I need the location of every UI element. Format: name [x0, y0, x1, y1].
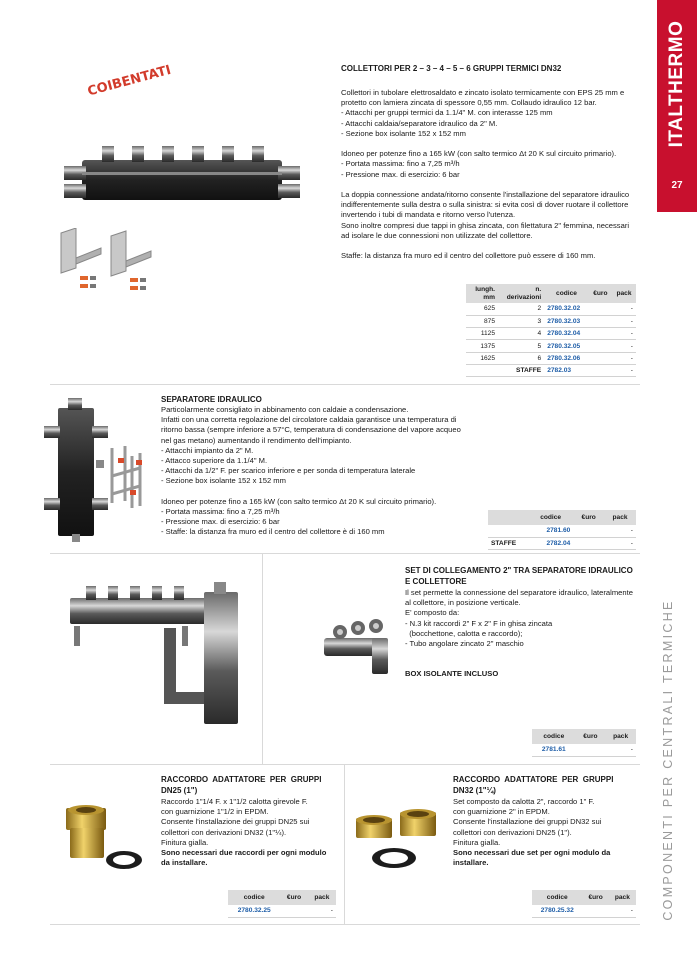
table-row: 875 3 2780.32.03 -: [466, 315, 636, 327]
col-header: €uro: [573, 510, 604, 525]
divider: [50, 764, 640, 765]
table-row: 1125 4 2780.32.04 -: [466, 328, 636, 340]
col-header: codice: [228, 890, 280, 905]
bracket-image: [56, 228, 156, 298]
raccordo-dn32-note: Sono necessari due set per ogni modulo da installare.: [453, 848, 611, 868]
set-title: SET DI COLLEGAMENTO 2" TRA SEPARATORE IDRAULICO E COLLETTORE: [405, 566, 633, 586]
table-row: 625 2 2780.32.02 -: [466, 303, 636, 315]
set-note: BOX ISOLANTE INCLUSO: [405, 669, 499, 678]
table-row: 2781.60 -: [488, 525, 636, 537]
separator-image: [40, 398, 150, 546]
divider: [50, 924, 640, 925]
assembly-image: [64, 578, 250, 738]
section-title: COMPONENTI PER CENTRALI TERMICHE: [661, 599, 675, 921]
table-row: STAFFE 2782.04 -: [488, 537, 636, 549]
adapter-dn25-image: [58, 802, 148, 874]
col-header: €uro: [280, 890, 307, 905]
divider: [50, 384, 640, 385]
table-row: 2780.25.32 -: [532, 905, 636, 917]
col-header: pack: [308, 890, 336, 905]
col-header: pack: [605, 729, 636, 744]
col-header: €uro: [583, 890, 609, 905]
col-header: codice: [544, 284, 589, 303]
raccordo-dn25-title: RACCORDO ADATTATORE PER GRUPPI DN25 (1"): [161, 775, 322, 795]
collettori-price-table: [466, 284, 636, 377]
separatore-title: SEPARATORE IDRAULICO: [161, 395, 262, 404]
col-header: n. derivazioni: [498, 284, 544, 303]
raccordo-dn25-description: Raccordo 1"1/4 F. x 1"1/2 calotta girevole F. con guarnizione 1"1/2 in EPDM. Consente l'installazione dei gruppi DN25 sui collettori con derivazioni DN32 (1"¼). Finitura gialla.: [161, 797, 310, 847]
col-header: pack: [609, 890, 636, 905]
set-description: Il set permette la connessione del separatore idraulico, lateralmente al collettore, in posizione verticale. E' composto da: - N.3 kit raccordi 2" F x 2" F in ghisa zincata (bocchettone, calotta e raccordo); - Tubo angolare zincato 2" maschio: [405, 588, 633, 649]
brand-logo: ITALTHERMO: [666, 20, 687, 148]
collettori-title: COLLETTORI PER 2 – 3 – 4 – 5 – 6 GRUPPI TERMICI DN32: [341, 64, 562, 73]
col-header: pack: [612, 284, 636, 303]
divider: [344, 764, 345, 924]
separatore-description: Particolarmente consigliato in abbinamento con caldaie a condensazione. Infatti con una corretta regolazione del circolatore caldaia garantisce una temperatura di ritorno bassa (sempre inferiore a 57°C, temperatura di condensazione del vapore acqueo nel gas metano) aumentando il rendimento dell'impianto. - Attacchi impianto da 2" M. - Attacco superiore da 1.1/4" M. - Attacchi da 1/2" F. per scarico inferiore e per sonda di temperatura laterale - Sezione box isolante 152 x 152 mm Idoneo per potenze fino a 165 kW (con salto termico Δt 20 K sul circuito primario). - Portata massima: fino a 7,25 m³/h - Pressione max. di esercizio: 6 bar - Staffe: la distanza fra muro ed il centro del collettore è di 160 mm: [161, 405, 461, 537]
col-header: €uro: [589, 284, 612, 303]
raccordo-dn32-title: RACCORDO ADATTATORE PER GRUPPI DN32 (1"¼): [453, 775, 614, 795]
raccordo-dn32-price-table: [532, 890, 636, 918]
raccordo-dn25-price-table: [228, 890, 336, 918]
adapter-dn32-image: [350, 806, 442, 874]
page-number: 27: [671, 180, 683, 191]
col-header: codice: [532, 729, 576, 744]
divider: [50, 553, 640, 554]
table-row: 1375 5 2780.32.05 -: [466, 340, 636, 352]
table-row: 2780.32.25 -: [228, 905, 336, 917]
col-header: €uro: [576, 729, 606, 744]
table-row: 1625 6 2780.32.06 -: [466, 352, 636, 364]
col-header: lungh. mm: [466, 284, 498, 303]
col-header: codice: [532, 890, 583, 905]
col-header: codice: [528, 510, 573, 525]
table-row: STAFFE 2782.03 -: [466, 364, 636, 376]
coibentati-badge: COIBENTATI: [86, 62, 173, 100]
fittings-image: [318, 618, 400, 678]
raccordo-dn32-description: Set composto da calotta 2", raccordo 1" F. con guarnizione 2" in EPDM. Consente l'installazione dei gruppi DN32 sui collettori con derivazioni DN25 (1"). Finitura gialla.: [453, 797, 602, 847]
separatore-price-table: [488, 510, 636, 550]
divider: [262, 553, 263, 764]
table-row: 2781.61 -: [532, 744, 636, 756]
col-header: pack: [604, 510, 636, 525]
set-price-table: [532, 729, 636, 757]
collettori-description: Collettori in tubolare elettrosaldato e zincato isolato termicamente con EPS 25 mm e protetto con lamiera zincata di spessore 0,55 mm. Collaudo idraulico 12 bar. - Attacchi per gruppi termici da 1.1/4" M. con interasse 125 mm - Attacchi caldaia/separatore idraulico da 2" M. - Sezione box isolante 152 x 152 mm Idoneo per potenze fino a 165 kW (con salto termico Δt 20 K sul circuito primario). - Portata massima: fino a 7,25 m³/h - Pressione max. di esercizio: 6 bar La doppia connessione andata/ritorno consente l'installazione del separatore idraulico indifferentemente sulla destra o sulla sinistra: si evita così di dover ruotare il collettore invertendo i tubi di mandata e ritorno verso l'utenza. Sono inoltre compresi due tappi in ghisa zincata, con filettatura 2" femmina, necessari ad isolare le due connessioni non utilizzate del collettore. Staffe: la distanza fra muro ed il centro del collettore può essere di 160 mm.: [341, 88, 630, 261]
collector-image: [62, 138, 302, 216]
raccordo-dn25-note: Sono necessari due raccordi per ogni modulo da installare.: [161, 848, 327, 868]
